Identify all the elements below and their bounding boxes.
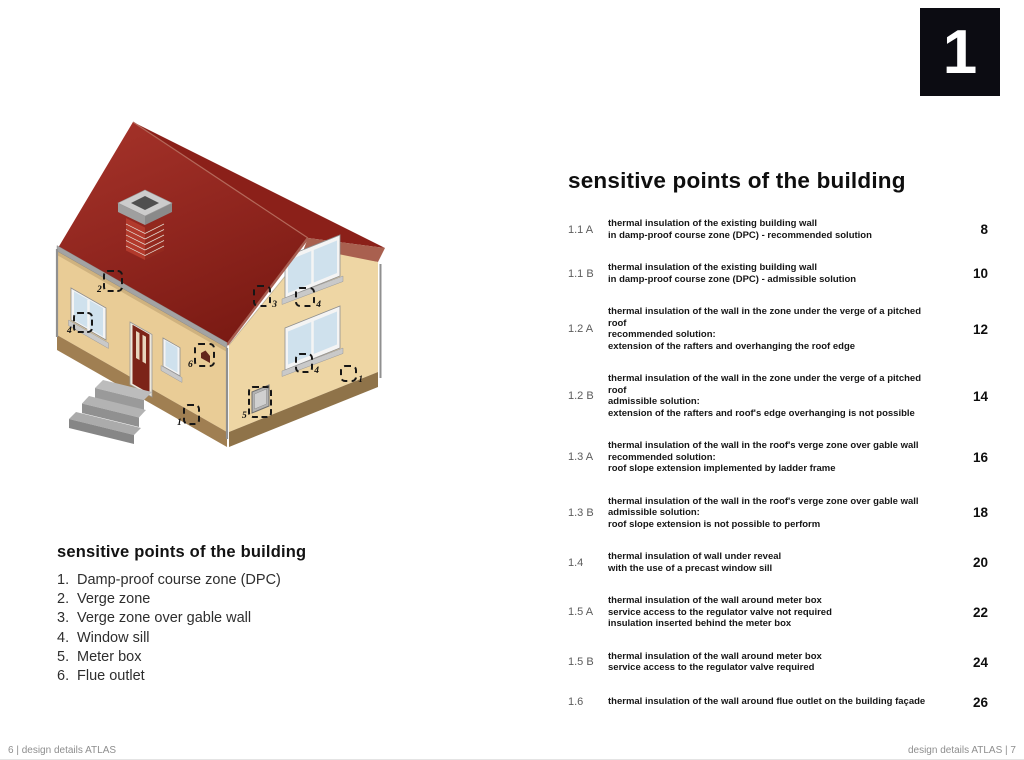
legend-item-number: 1. (57, 572, 70, 588)
house-marker-box (295, 353, 319, 376)
house-marker-number: 4 (316, 299, 321, 310)
toc-entry-page-number: 8 (980, 222, 988, 237)
toc-entry-code: 1.2 A (568, 323, 594, 335)
house-illustration (35, 108, 455, 458)
toc-entry-page-number: 16 (972, 449, 988, 465)
toc-row (568, 440, 988, 475)
house-marker-box (340, 365, 363, 385)
toc-entry-page-number: 14 (972, 388, 988, 404)
toc-row (568, 218, 988, 241)
house-marker-number: 4 (314, 365, 319, 376)
house-marker-number: 6 (188, 359, 193, 370)
footer-right-page: design details ATLAS | 7 (907, 745, 1016, 756)
toc-row (568, 651, 988, 674)
toc-entry-page-number: 18 (972, 505, 988, 521)
toc-entry-code: 1.1 A (568, 223, 594, 236)
sensitive-point-markers (35, 108, 455, 458)
toc-row (568, 306, 988, 352)
house-marker-number: 4 (67, 325, 72, 336)
toc-entry-page-number: 26 (972, 694, 988, 710)
toc-block (568, 168, 988, 731)
toc-rows (568, 218, 988, 710)
toc-entry-code: 1.3 A (568, 451, 594, 464)
toc-entry-description: thermal insulation of the existing building wall in damp-proof course zone (DPC) - recommended solution (608, 218, 872, 241)
toc-entry-description: thermal insulation of the wall around meter box service access to the regulator valve required (608, 650, 822, 673)
chapter-number: 1 (942, 17, 978, 87)
house-marker-box (253, 285, 277, 310)
legend-list (57, 571, 417, 686)
legend-item-label: Flue outlet (77, 668, 145, 685)
legend-item-number: 5. (57, 648, 70, 665)
toc-entry-code: 1.5 A (568, 606, 594, 619)
legend-item-label: Damp-proof course zone (DPC) (77, 572, 281, 588)
toc-entry-description: thermal insulation of the wall in the zone under the verge of a pitched roof recommended solution: extension of the rafters and overhanging the roof edge (608, 306, 922, 352)
house-marker-box (67, 312, 93, 336)
toc-entry-code: 1.4 (568, 556, 584, 569)
legend-item (57, 609, 417, 628)
toc-entry-page-number: 12 (972, 321, 988, 337)
house-marker-number: 1 (177, 417, 182, 428)
toc-row (568, 551, 988, 574)
toc-entry-description: thermal insulation of the wall in the roof's verge zone over gable wall recommended solution: roof slope extension implemented by ladder frame (608, 440, 919, 474)
toc-entry-page-number: 24 (972, 654, 988, 670)
house-marker-number: 2 (97, 284, 102, 295)
footer-left-page: 6 | design details ATLAS (8, 745, 117, 756)
left-page-title: sensitive points of the building (57, 543, 307, 561)
toc-row (568, 595, 988, 630)
house-marker-box (177, 404, 200, 428)
toc-entry-page-number: 22 (972, 604, 988, 620)
toc-entry-code: 1.1 B (568, 267, 594, 280)
toc-row (568, 695, 988, 710)
toc-entry-description: thermal insulation of the wall around flue outlet on the building façade (608, 696, 926, 708)
left-legend-block (57, 543, 417, 686)
toc-entry-code: 1.5 B (568, 656, 594, 668)
toc-entry-page-number: 20 (972, 555, 988, 570)
house-marker-number: 3 (272, 299, 277, 310)
legend-item-label: Window sill (77, 629, 150, 646)
toc-entry-description: thermal insulation of the wall in the roof's verge zone over gable wall admissible solution: roof slope extension is not possible to perform (608, 495, 919, 530)
toc-row (568, 262, 988, 285)
toc-row (568, 496, 988, 531)
house-marker-number: 1 (358, 374, 363, 385)
legend-item-number: 6. (57, 668, 70, 685)
legend-item-number: 3. (57, 610, 70, 627)
house-marker-box (242, 386, 272, 421)
toc-entry-code: 1.3 B (568, 506, 594, 519)
house-marker-box (97, 270, 123, 295)
house-marker-box (295, 287, 321, 310)
toc-entry-description: thermal insulation of the existing building wall in damp-proof course zone (DPC) - admissible solution (608, 262, 857, 285)
house-marker-number: 5 (242, 410, 247, 421)
legend-item-number: 2. (57, 591, 70, 608)
toc-entry-page-number: 10 (972, 266, 988, 281)
legend-item-label: Meter box (77, 648, 142, 665)
legend-item-label: Verge zone over gable wall (77, 610, 252, 627)
house-marker-box (188, 343, 215, 370)
chapter-tab (920, 8, 1000, 96)
right-page-title: sensitive points of the building (568, 168, 906, 193)
legend-item (57, 571, 417, 590)
legend-item (57, 629, 417, 648)
toc-row (568, 373, 988, 419)
toc-entry-code: 1.6 (568, 696, 584, 708)
toc-entry-description: thermal insulation of the wall in the zone under the verge of a pitched roof admissible solution: extension of the rafters and roof's edge overhanging is not possible (608, 373, 922, 419)
legend-item (57, 667, 417, 686)
legend-item (57, 590, 417, 609)
legend-item-number: 4. (57, 629, 70, 646)
legend-item-label: Verge zone (77, 591, 151, 608)
toc-entry-description: thermal insulation of wall under reveal with the use of a precast window sill (608, 551, 782, 574)
toc-entry-description: thermal insulation of the wall around meter box service access to the regulator valve not required insulation inserted behind the meter box (608, 595, 832, 629)
legend-item (57, 648, 417, 667)
toc-entry-code: 1.2 B (568, 390, 594, 402)
